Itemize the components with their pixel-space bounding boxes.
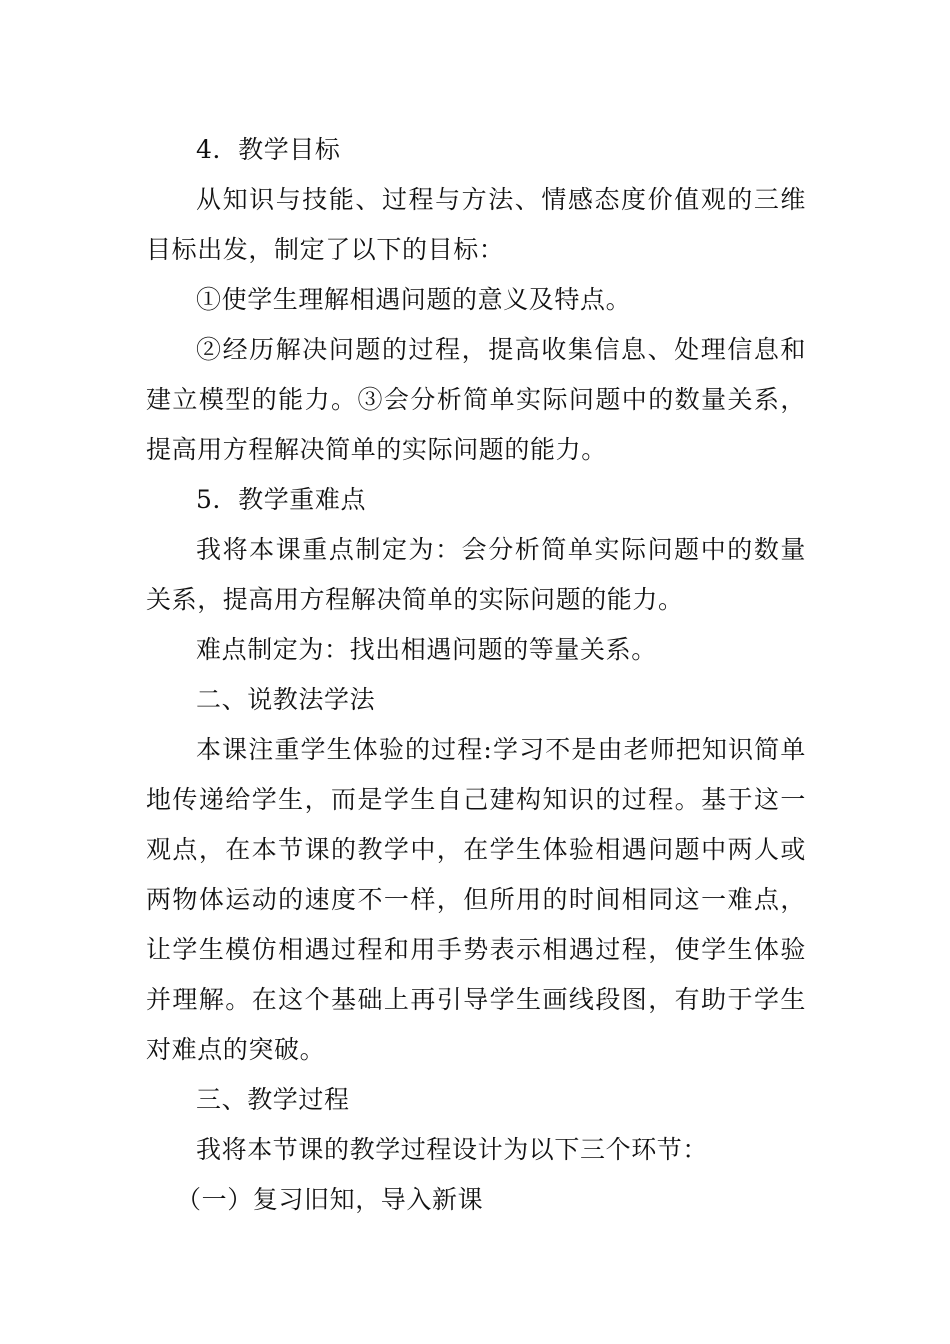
paragraph-methods: 本课注重学生体验的过程:学习不是由老师把知识简单地传递给学生，而是学生自己建构知识的过程。基于这一观点，在本节课的教学中，在学生体验相遇问题中两人或两物体运动的速度不一样，但所用的时间相同这一难点，让学生模仿相遇过程和用手势表示相遇过程，使学生体验并理解。在这个基础上再引导学生画线段图，有助于学生对难点的突破。: [146, 735, 806, 1064]
subsection-heading-review: （一）复习旧知，导入新课: [176, 1185, 484, 1214]
section-heading-methods: 二、说教法学法: [196, 685, 376, 714]
section-heading-process: 三、教学过程: [196, 1085, 350, 1114]
section-heading-objectives: 4．教学目标: [196, 135, 341, 164]
list-item-objective-1: ①使学生理解相遇问题的意义及特点。: [196, 285, 632, 314]
paragraph-key-point: 我将本课重点制定为：会分析简单实际问题中的数量关系，提高用方程解决简单的实际问题的能力。: [146, 535, 806, 614]
list-item-objective-2-3: ②经历解决问题的过程，提高收集信息、处理信息和建立模型的能力。③会分析简单实际问题中的数量关系，提高用方程解决简单的实际问题的能力。: [146, 335, 806, 464]
section-heading-key-points: 5．教学重难点: [196, 485, 367, 514]
document-body: [146, 125, 806, 1225]
paragraph-difficult-point: 难点制定为：找出相遇问题的等量关系。: [196, 635, 657, 664]
paragraph-objectives-intro: 从知识与技能、过程与方法、情感态度价值观的三维目标出发，制定了以下的目标：: [146, 185, 806, 264]
paragraph-process-intro: 我将本节课的教学过程设计为以下三个环节：: [196, 1135, 709, 1164]
